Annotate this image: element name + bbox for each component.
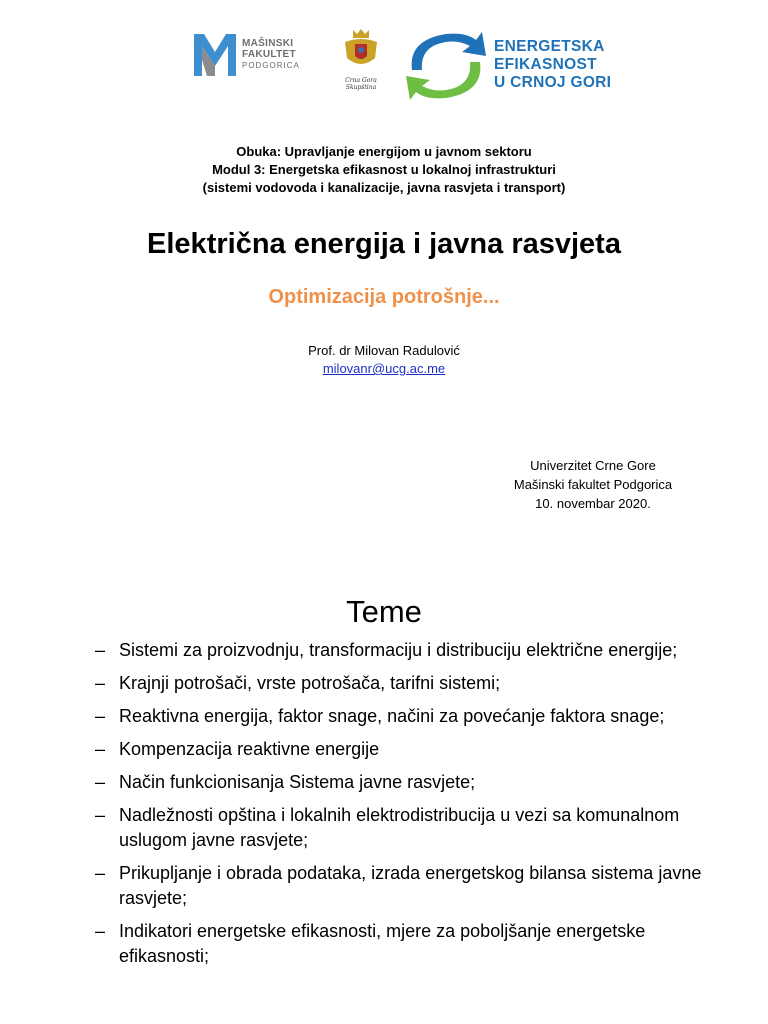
faculty-name xyxy=(242,38,300,71)
list-item xyxy=(95,737,735,762)
crest-caption-line2: Skupština xyxy=(345,84,377,91)
topics-title: Teme xyxy=(346,594,422,629)
energy-efficiency-logo xyxy=(398,26,618,106)
course-header xyxy=(0,143,768,197)
bullet-dash: – xyxy=(95,805,106,825)
author-block xyxy=(0,342,768,378)
crest-caption xyxy=(326,77,396,91)
topics-list xyxy=(95,638,735,977)
author-email-link[interactable]: milovanr@ucg.ac.me xyxy=(322,361,446,376)
topic-text: Kompenzacija reaktivne energije xyxy=(119,739,380,759)
bullet-dash: – xyxy=(95,921,106,941)
faculty-logo xyxy=(192,30,302,78)
ee-logo-line3: U CRNOJ GORI xyxy=(494,74,612,91)
topic-text: Način funkcionisanja Sistema javne rasvjete; xyxy=(119,772,476,792)
crest-eagle-icon xyxy=(341,28,381,72)
recycle-arrows-icon xyxy=(398,26,494,106)
list-item xyxy=(95,919,735,969)
crest-caption-line1: Crna Gora xyxy=(345,77,377,84)
topic-text: Indikatori energetske efikasnosti, mjere za poboljšanje energetske efikasnosti; xyxy=(119,921,646,966)
faculty-name-line1: MAŠINSKI xyxy=(242,38,294,49)
list-item xyxy=(95,803,735,853)
list-item xyxy=(95,704,735,729)
affiliation-block xyxy=(486,456,700,513)
faculty-name-line2: FAKULTET xyxy=(242,49,296,60)
bullet-dash: – xyxy=(95,640,106,660)
topic-text: Sistemi za proizvodnju, transformaciju i distribuciju električne energije; xyxy=(119,640,678,660)
ee-logo-line2: EFIKASNOST xyxy=(494,56,597,73)
course-header-line2: Modul 3: Energetska efikasnost u lokalnoj infrastrukturi xyxy=(212,162,556,177)
topic-text: Reaktivna energija, faktor snage, načini za povećanje faktora snage; xyxy=(119,706,665,726)
list-item xyxy=(95,671,735,696)
ee-logo-text xyxy=(494,38,611,92)
bullet-dash: – xyxy=(95,863,106,883)
faculty-name-line3: PODGORICA xyxy=(242,61,300,70)
ee-logo-line1: ENERGETSKA xyxy=(494,38,605,55)
affiliation-faculty: Mašinski fakultet Podgorica xyxy=(513,477,673,492)
bullet-dash: – xyxy=(95,739,106,759)
course-header-line3: (sistemi vodovoda i kanalizacije, javna rasvjeta i transport) xyxy=(202,180,566,195)
document-tagline: Optimizacija potrošnje... xyxy=(268,286,500,308)
list-item xyxy=(95,861,735,911)
topic-text: Prikupljanje i obrada podataka, izrada energetskog bilansa sistema javne rasvjete; xyxy=(119,863,702,908)
author-name: Prof. dr Milovan Radulović xyxy=(308,343,460,358)
list-item xyxy=(95,770,735,795)
faculty-mark-icon xyxy=(192,30,238,78)
affiliation-university: Univerzitet Crne Gore xyxy=(530,458,656,473)
montenegro-crest xyxy=(326,28,396,98)
list-item xyxy=(95,638,735,663)
topic-text: Krajnji potrošači, vrste potrošača, tarifni sistemi; xyxy=(119,673,501,693)
bullet-dash: – xyxy=(95,673,106,693)
topic-text: Nadležnosti opština i lokalnih elektrodistribucija u vezi sa komunalnom uslugom javne rasvjete; xyxy=(119,805,680,850)
bullet-dash: – xyxy=(95,706,106,726)
course-header-line1: Obuka: Upravljanje energijom u javnom sektoru xyxy=(236,144,532,159)
document-title: Električna energija i javna rasvjeta xyxy=(147,228,621,260)
bullet-dash: – xyxy=(95,772,106,792)
affiliation-date: 10. novembar 2020. xyxy=(535,496,651,511)
logo-strip xyxy=(0,22,768,108)
